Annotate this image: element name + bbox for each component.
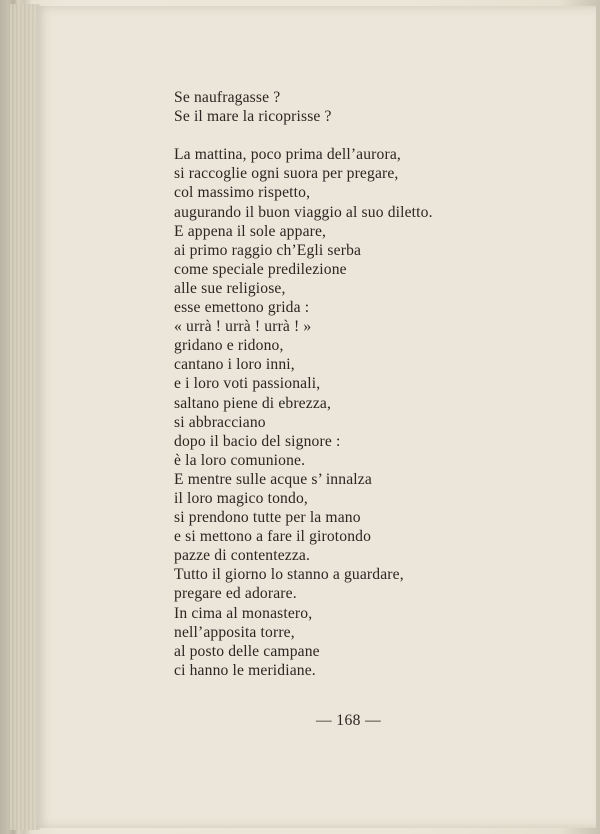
poem-line: il loro magico tondo,	[174, 489, 308, 507]
stanza-break	[174, 126, 534, 145]
poem-line: si abbracciano	[174, 413, 266, 431]
poem-line: E appena il sole appare,	[174, 222, 327, 240]
poem-line: augurando il buon viaggio al suo diletto.	[174, 203, 433, 221]
poem-line: ai primo raggio ch’Egli serba	[174, 241, 362, 259]
poem-line: e i loro voti passionali,	[174, 375, 321, 393]
poem-line: col massimo rispetto,	[174, 184, 311, 202]
poem-line: pregare ed adorare.	[174, 585, 297, 603]
poem-line: come speciale predilezione	[174, 260, 347, 278]
poem-text	[174, 88, 534, 680]
poem-line: dopo il bacio del signore :	[174, 432, 341, 450]
poem-line: E mentre sulle acque s’ innalza	[174, 470, 372, 488]
poem-line: « urrà ! urrà ! urrà ! »	[174, 318, 312, 336]
poem-line: esse emettono grida :	[174, 299, 310, 317]
poem-line: Tutto il giorno lo stanno a guardare,	[174, 566, 404, 584]
poem-line: si prendono tutte per la mano	[174, 509, 361, 527]
poem-line: gridano e ridono,	[174, 337, 284, 355]
poem-line: nell’apposita torre,	[174, 623, 295, 641]
poem-line: saltano piene di ebrezza,	[174, 394, 332, 412]
poem-line: La mattina, poco prima dell’aurora,	[174, 146, 401, 164]
poem-line: ci hanno le meridiane.	[174, 661, 316, 679]
poem-line: alle sue religiose,	[174, 279, 286, 297]
poem-line: In cima al monastero,	[174, 604, 313, 622]
poem-line: si raccoglie ogni suora per pregare,	[174, 165, 399, 183]
poem-line: Se naufragasse ?	[174, 89, 281, 106]
poem-line: Se il mare la ricoprisse ?	[174, 108, 332, 126]
poem-line: al posto delle campane	[174, 642, 320, 660]
page-number: — 168 —	[316, 712, 382, 729]
poem-line: pazze di contentezza.	[174, 547, 311, 565]
poem-line: è la loro comunione.	[174, 451, 306, 469]
poem-line: cantano i loro inni,	[174, 356, 295, 374]
poem-line: e si mettono a fare il girotondo	[174, 528, 372, 546]
